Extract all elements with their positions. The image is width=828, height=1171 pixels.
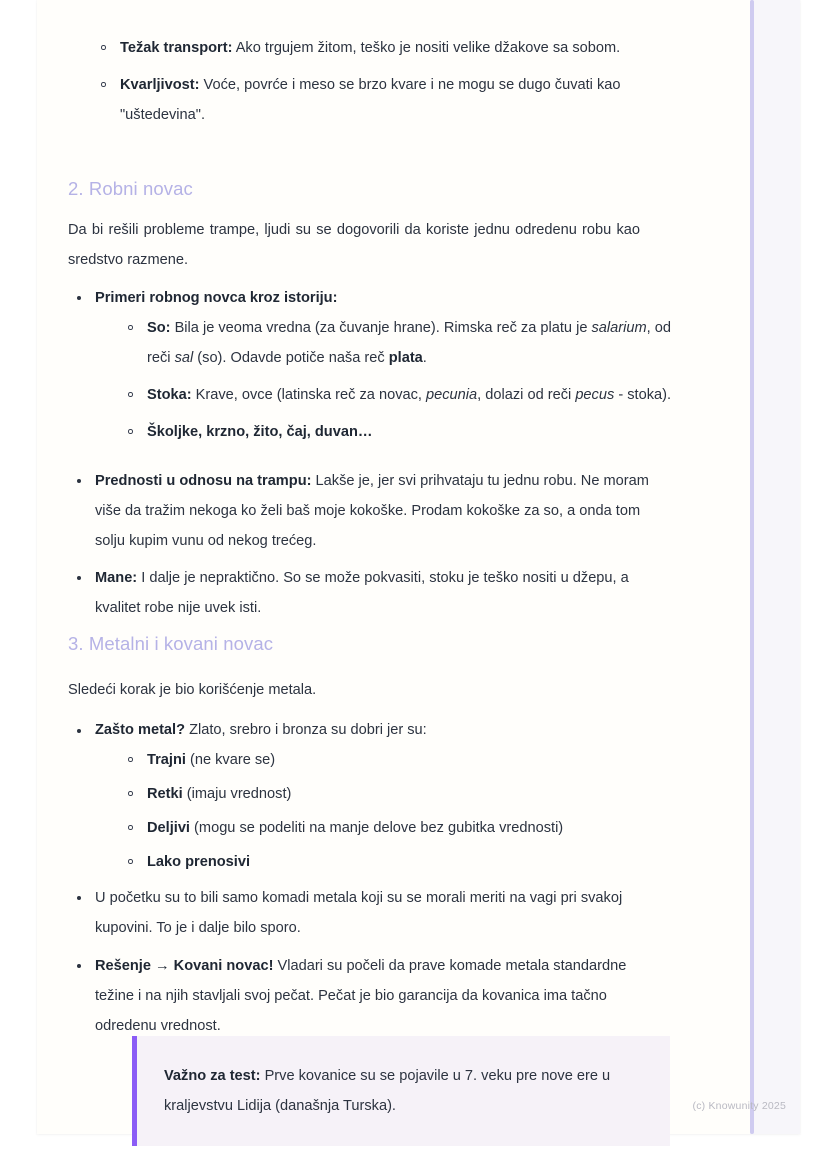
metal-properties-block [68, 716, 666, 877]
list-item-text: Zlato, srebro i bronza su dobri jer su: [185, 722, 427, 738]
page-heading-section-2: 2. Robni novac [68, 178, 193, 199]
list-item-text: Lakše je, jer svi prihvataju tu jednu robu. Ne moram više da tražim nekoga ko želi baš moje kokoške. Prodam kokoške za so, a onda tom solju kupim vunu od nekog trećeg. [95, 473, 649, 549]
section-3-intro-paragraph: Sledeći korak je bio korišćenje metala. [68, 682, 317, 698]
list-item [68, 716, 666, 877]
section-2-intro-paragraph: Da bi rešili probleme trampe, ljudi su se dogovorili da koriste jednu odredenu robu kao sredstvo razmene. [68, 222, 640, 268]
list-item-text: - stoka). [614, 387, 672, 403]
trampe-problems-list [93, 33, 645, 130]
list-item-lead: Težak transport: [120, 40, 233, 56]
list-item-lead: Retki [147, 786, 183, 802]
list-item [120, 313, 672, 373]
list-item-text: . [422, 350, 427, 366]
metal-properties-list [120, 745, 666, 877]
list-item-lead: So: [147, 320, 171, 336]
list-item-lead: Trajni [147, 752, 186, 768]
pros-cons-block [68, 466, 666, 623]
list-item-text: I dalje je nepraktično. So se može pokvasiti, stoku je teško nositi u džepu, a kvalitet robe nije uvek isti. [95, 570, 629, 616]
list-item [68, 283, 672, 447]
latin-term: sal [174, 350, 194, 366]
list-item-text: Ako trgujem žitom, teško je nositi velike džakove sa sobom. [232, 40, 621, 56]
copyright-watermark: (c) Knowunity 2025 [692, 1100, 786, 1112]
list-item-text: Voće, povrće i meso se brzo kvare i ne mogu se dugo čuvati kao "uštedevina". [120, 77, 621, 123]
latin-term: pecunia [426, 387, 478, 403]
list-item-lead: Školjke, krzno, žito, čaj, duvan… [147, 424, 373, 440]
list-item [68, 951, 666, 1041]
list-item [120, 779, 666, 809]
page-heading-section-3: 3. Metalni i kovani novac [68, 633, 274, 654]
list-item [93, 33, 645, 63]
list-item-text: , dolazi od reči [477, 387, 576, 403]
section-3-heading-block [68, 632, 273, 656]
list-item-lead: Mane: [95, 570, 138, 586]
list-item-text: (mogu se podeliti na manje delove bez gubitka vrednosti) [190, 820, 564, 836]
top-sublist-wrap [68, 33, 645, 130]
list-item [68, 883, 666, 943]
list-item-lead: Primeri robnog novca kroz istoriju: [95, 290, 338, 306]
solution-list [68, 883, 666, 1041]
list-item [68, 466, 666, 556]
list-item-text: (so). Odavde potiče naša reč [193, 350, 389, 366]
solution-block [68, 883, 666, 1041]
examples-nested-wrap [95, 313, 672, 447]
list-item-text: Bila je veoma vredna (za čuvanje hrane). Rimska reč za platu je [170, 320, 592, 336]
list-item-text: (imaju vrednost) [182, 786, 292, 802]
emphasis-term: plata [388, 350, 423, 366]
section-2-heading-block [68, 177, 193, 201]
callout-body: Prve kovanice su se pojavile u 7. veku pre nove ere u kraljevstvu Lidija (današnja Turska). [164, 1068, 611, 1114]
metal-props-wrap [95, 745, 666, 877]
top-sublist-block [68, 33, 645, 130]
list-item [120, 417, 672, 447]
list-item-lead: Zašto metal? [95, 722, 186, 738]
list-item-text: , od reči [147, 320, 671, 366]
list-item-text: Krave, ovce (latinska reč za novac, [191, 387, 427, 403]
list-item [120, 380, 672, 410]
examples-block [68, 283, 672, 447]
list-item-lead: Kvarljivost: [120, 77, 200, 93]
callout-lead: Važno za test: [164, 1068, 261, 1084]
section-2-intro-block [68, 215, 640, 275]
list-item [93, 70, 645, 130]
scroll-gutter[interactable] [750, 0, 800, 1134]
list-item [120, 813, 666, 843]
latin-term: salarium [591, 320, 647, 336]
list-item-text: U početku su to bili samo komadi metala koji su se morali meriti na vagi pri svakoj kupovini. To je i dalje bilo sporo. [95, 890, 623, 936]
list-item-lead: Stoka: [147, 387, 192, 403]
examples-outer-list [68, 283, 672, 447]
list-item-lead: Rešenje → Kovani novac! [95, 958, 274, 974]
pros-cons-list [68, 466, 666, 623]
list-item-lead: Prednosti u odnosu na trampu: [95, 473, 312, 489]
document-page [37, 0, 800, 1134]
list-item-text: Vladari su počeli da prave komade metala standardne težine i na njih stavljali svoj pečat. Pečat je bio garancija da kovanica ima tačno odredenu vrednost. [95, 958, 627, 1034]
examples-list [120, 313, 672, 447]
list-item-lead: Lako prenosivi [147, 854, 250, 870]
callout-text [164, 1061, 648, 1121]
list-item [120, 847, 666, 877]
list-item [68, 563, 666, 623]
list-item [120, 745, 666, 775]
section-3-intro-block [68, 675, 640, 705]
list-item-lead: Deljivi [147, 820, 190, 836]
metal-outer-list [68, 716, 666, 877]
scrollbar-thumb[interactable] [750, 0, 754, 1134]
latin-term: pecus [575, 387, 615, 403]
list-item-text: (ne kvare se) [185, 752, 276, 768]
important-callout [132, 1036, 670, 1146]
